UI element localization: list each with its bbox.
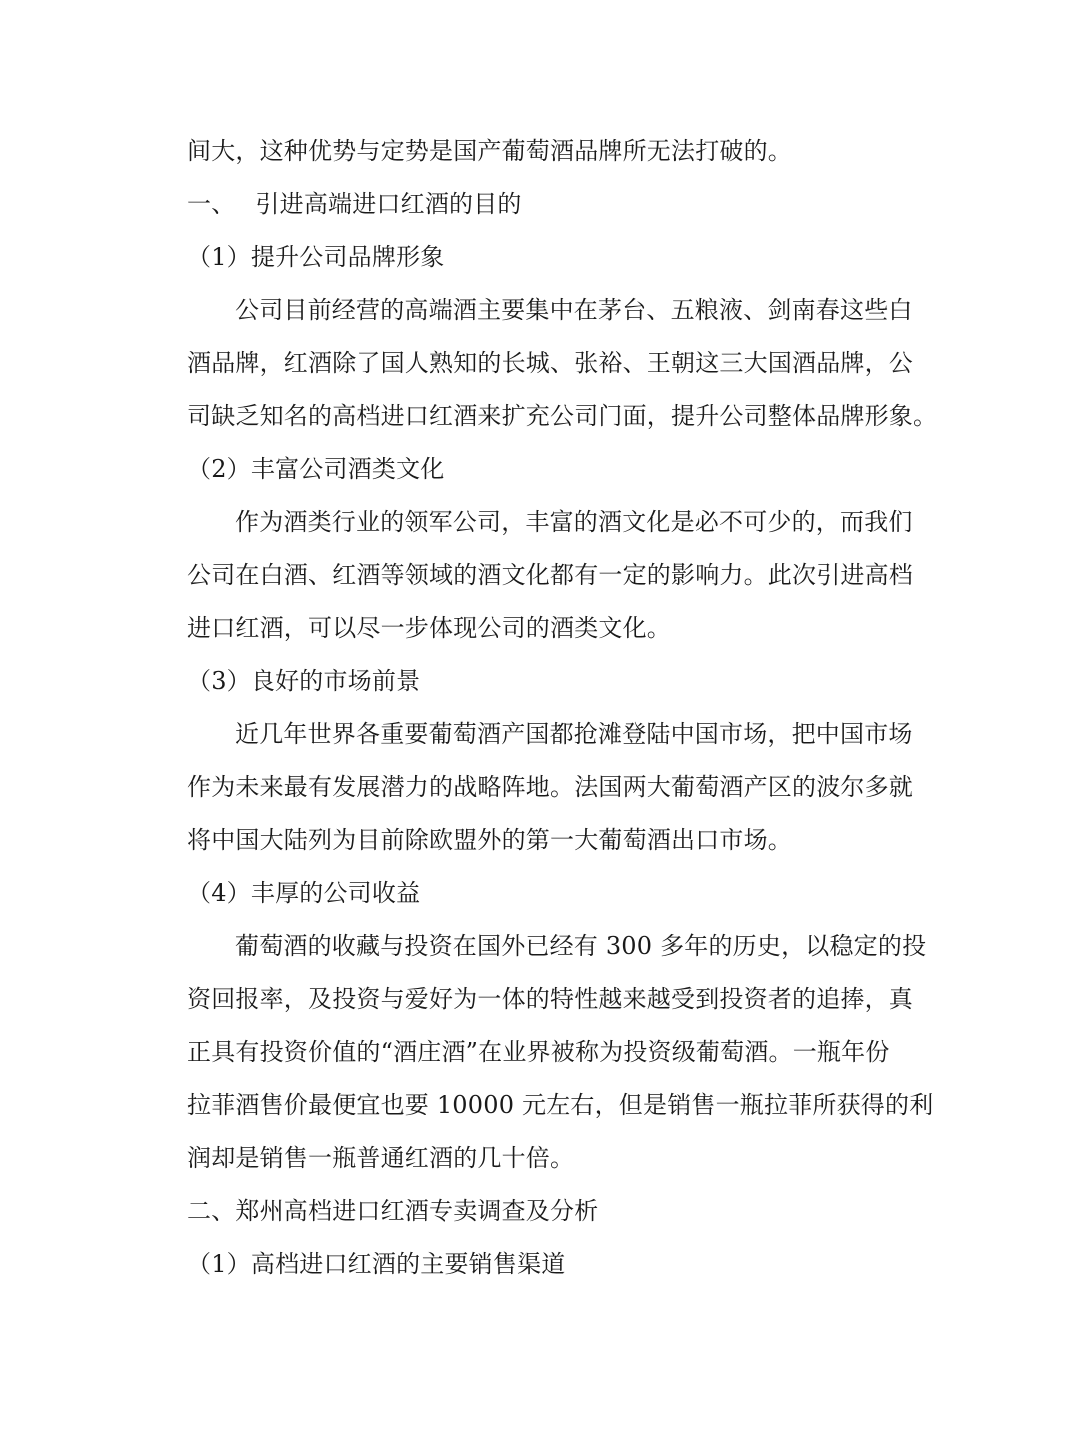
paragraph-line: 资回报率，及投资与爱好为一体的特性越来越受到投资者的追捧，真 [187,985,913,1013]
subsection-heading: （3）良好的市场前景 [187,667,421,695]
paragraph-line: 近几年世界各重要葡萄酒产国都抢滩登陆中国市场，把中国市场 [235,720,913,748]
paragraph-line: 公司目前经营的高端酒主要集中在茅台、五粮液、剑南春这些白 [235,296,913,324]
paragraph-line: 间大，这种优势与定势是国产葡萄酒品牌所无法打破的。 [187,137,792,165]
paragraph-line: 作为酒类行业的领军公司，丰富的酒文化是必不可少的，而我们 [235,508,913,536]
paragraph-line: 进口红酒，可以尽一步体现公司的酒类文化。 [187,614,671,642]
paragraph-line: 正具有投资价值的“酒庄酒”在业界被称为投资级葡萄酒。一瓶年份 [187,1038,890,1066]
paragraph-line: 拉菲酒售价最便宜也要 10000 元左右，但是销售一瓶拉菲所获得的利 [187,1091,934,1119]
paragraph-line: 酒品牌，红酒除了国人熟知的长城、张裕、王朝这三大国酒品牌，公 [187,349,913,377]
paragraph-line: 作为未来最有发展潜力的战略阵地。法国两大葡萄酒产区的波尔多就 [187,773,913,801]
paragraph-line: 司缺乏知名的高档进口红酒来扩充公司门面，提升公司整体品牌形象。 [187,402,938,430]
subsection-heading: （4）丰厚的公司收益 [187,879,421,907]
paragraph-line: 润却是销售一瓶普通红酒的几十倍。 [187,1144,575,1172]
subsection-heading: （1）提升公司品牌形象 [187,243,445,271]
paragraph-line: 将中国大陆列为目前除欧盟外的第一大葡萄酒出口市场。 [187,826,792,854]
subsection-heading: （1）高档进口红酒的主要销售渠道 [187,1250,566,1278]
paragraph-line: 葡萄酒的收藏与投资在国外已经有 300 多年的历史，以稳定的投 [235,932,927,960]
section-heading: 二、郑州高档进口红酒专卖调查及分析 [187,1197,599,1225]
section-heading: 一、 引进高端进口红酒的目的 [187,190,522,218]
subsection-heading: （2）丰富公司酒类文化 [187,455,445,483]
paragraph-line: 公司在白酒、红酒等领域的酒文化都有一定的影响力。此次引进高档 [187,561,913,589]
